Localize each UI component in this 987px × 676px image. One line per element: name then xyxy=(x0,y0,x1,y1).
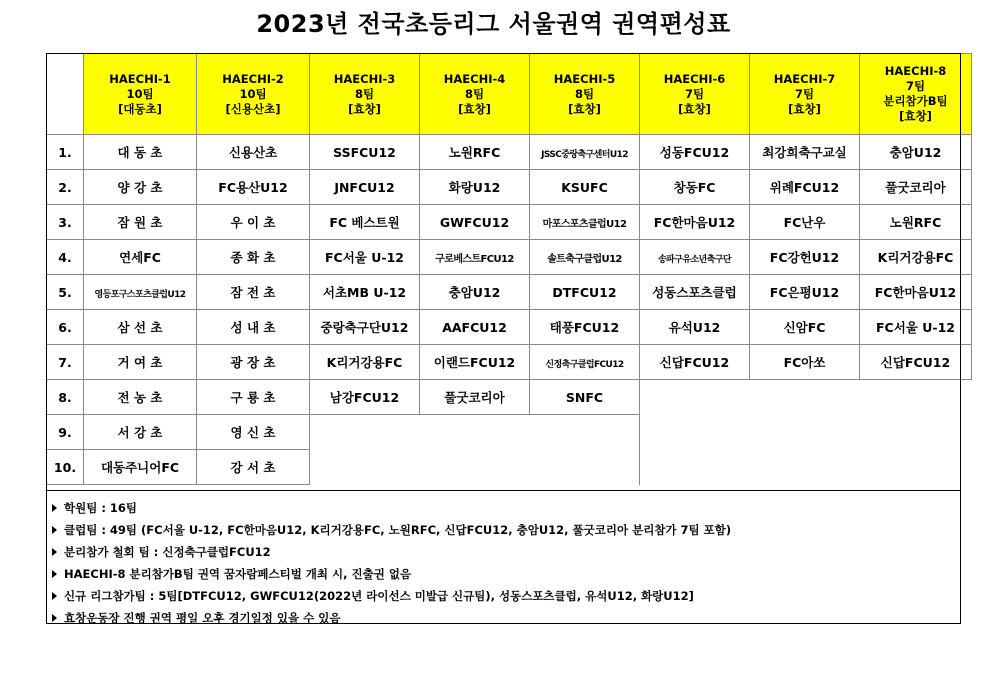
team-cell: 서초MB U-12 xyxy=(310,275,420,310)
team-cell: 거 여 초 xyxy=(84,345,197,380)
team-cell: K리거강용FC xyxy=(860,240,972,275)
note-item: 신규 리그참가팀 : 5팀[DTFCU12, GWFCU12(2022년 라이선스 미발급 신규팀), 성동스포츠클럽, 유석U12, 화랑U12] xyxy=(52,585,961,607)
team-cell: FC한마음U12 xyxy=(860,275,972,310)
row-number: 8. xyxy=(47,380,84,415)
team-cell: 유석U12 xyxy=(640,310,750,345)
team-cell: FC 베스트원 xyxy=(310,205,420,240)
note-item: 효창운동장 진행 권역 평일 오후 경기일정 있을 수 있음 xyxy=(52,607,961,629)
team-cell: 풀굿코리아 xyxy=(420,380,530,415)
team-cell: SSFCU12 xyxy=(310,135,420,170)
team-cell: 성 내 초 xyxy=(197,310,310,345)
team-cell: 최강희축구교실 xyxy=(750,135,860,170)
team-cell: 강 서 초 xyxy=(197,450,310,485)
team-cell: 송파구유소년축구단 xyxy=(640,240,750,275)
team-cell: 솔트축구클럽U12 xyxy=(530,240,640,275)
team-cell: 구 룡 초 xyxy=(197,380,310,415)
team-cell: 종 화 초 xyxy=(197,240,310,275)
row-number: 5. xyxy=(47,275,84,310)
team-cell: FC은평U12 xyxy=(750,275,860,310)
team-cell: 신용산초 xyxy=(197,135,310,170)
team-cell: 서 강 초 xyxy=(84,415,197,450)
team-cell: 성동스포츠클럽 xyxy=(640,275,750,310)
team-cell: 구로베스트FCU12 xyxy=(420,240,530,275)
team-cell: 광 장 초 xyxy=(197,345,310,380)
row-number: 9. xyxy=(47,415,84,450)
team-cell: 화랑U12 xyxy=(420,170,530,205)
team-cell: FC강헌U12 xyxy=(750,240,860,275)
team-cell: 마포스포츠클럽U12 xyxy=(530,205,640,240)
team-cell: FC용산U12 xyxy=(197,170,310,205)
team-cell: K리거강용FC xyxy=(310,345,420,380)
team-cell: 신암FC xyxy=(750,310,860,345)
team-cell: 성동FCU12 xyxy=(640,135,750,170)
team-cell: 우 이 초 xyxy=(197,205,310,240)
team-cell: DTFCU12 xyxy=(530,275,640,310)
team-cell: FC서울 U-12 xyxy=(310,240,420,275)
team-cell: 영등포구스포츠클럽U12 xyxy=(84,275,197,310)
team-cell: SNFC xyxy=(530,380,640,415)
page-title: 2023년 전국초등리그 서울권역 권역편성표 xyxy=(256,10,731,38)
note-item: 학원팀 : 16팀 xyxy=(52,497,961,519)
team-cell: KSUFC xyxy=(530,170,640,205)
team-cell: 대동주니어FC xyxy=(84,450,197,485)
note-item: 클럽팀 : 49팀 (FC서울 U-12, FC한마음U12, K리거강용FC, 노원RFC, 신답FCU12, 충암U12, 풀굿코리아 분리참가 7팀 포함) xyxy=(52,519,961,541)
row-number: 7. xyxy=(47,345,84,380)
team-cell: 신답FCU12 xyxy=(860,345,972,380)
row-number: 4. xyxy=(47,240,84,275)
team-cell: 신정축구클럽FCU12 xyxy=(530,345,640,380)
group-header: HAECHI-1 10팀 [대동초] xyxy=(84,54,197,135)
row-number: 1. xyxy=(47,135,84,170)
team-cell: JSSC중랑축구센터U12 xyxy=(530,135,640,170)
team-cell: 충암U12 xyxy=(420,275,530,310)
row-number: 6. xyxy=(47,310,84,345)
team-cell: 영 신 초 xyxy=(197,415,310,450)
team-cell: 양 강 초 xyxy=(84,170,197,205)
group-header: HAECHI-7 7팀 [효창] xyxy=(750,54,860,135)
group-header: HAECHI-5 8팀 [효창] xyxy=(530,54,640,135)
team-cell: 남강FCU12 xyxy=(310,380,420,415)
row-number: 10. xyxy=(47,450,84,485)
group-header: HAECHI-4 8팀 [효창] xyxy=(420,54,530,135)
team-cell: 잠 원 초 xyxy=(84,205,197,240)
team-cell: 중랑축구단U12 xyxy=(310,310,420,345)
group-header: HAECHI-8 7팀 분리참가B팀 [효창] xyxy=(860,54,972,135)
team-cell: GWFCU12 xyxy=(420,205,530,240)
note-item: 분리참가 철회 팀 : 신정축구클럽FCU12 xyxy=(52,541,961,563)
team-cell: FC서울 U-12 xyxy=(860,310,972,345)
note-item: HAECHI-8 분리참가B팀 권역 꿈자람페스티벌 개최 시, 진출권 없음 xyxy=(52,563,961,585)
team-cell: 이랜드FCU12 xyxy=(420,345,530,380)
team-cell: 삼 선 초 xyxy=(84,310,197,345)
row-number: 3. xyxy=(47,205,84,240)
group-header: HAECHI-3 8팀 [효창] xyxy=(310,54,420,135)
team-cell: 노원RFC xyxy=(860,205,972,240)
group-header: HAECHI-2 10팀 [신용산초] xyxy=(197,54,310,135)
team-cell: FC난우 xyxy=(750,205,860,240)
team-cell: 태풍FCU12 xyxy=(530,310,640,345)
group-header: HAECHI-6 7팀 [효창] xyxy=(640,54,750,135)
team-cell: FC한마음U12 xyxy=(640,205,750,240)
team-cell: 풀굿코리아 xyxy=(860,170,972,205)
team-cell: 잠 전 초 xyxy=(197,275,310,310)
table-frame xyxy=(46,53,961,624)
row-number: 2. xyxy=(47,170,84,205)
team-cell: 연세FC xyxy=(84,240,197,275)
team-cell: 전 농 초 xyxy=(84,380,197,415)
team-cell: 창동FC xyxy=(640,170,750,205)
team-cell: 신답FCU12 xyxy=(640,345,750,380)
team-cell: 대 동 초 xyxy=(84,135,197,170)
team-cell: FC아쏘 xyxy=(750,345,860,380)
team-cell: 위례FCU12 xyxy=(750,170,860,205)
team-cell: 충암U12 xyxy=(860,135,972,170)
team-cell: 노원RFC xyxy=(420,135,530,170)
team-cell: JNFCU12 xyxy=(310,170,420,205)
team-cell: AAFCU12 xyxy=(420,310,530,345)
